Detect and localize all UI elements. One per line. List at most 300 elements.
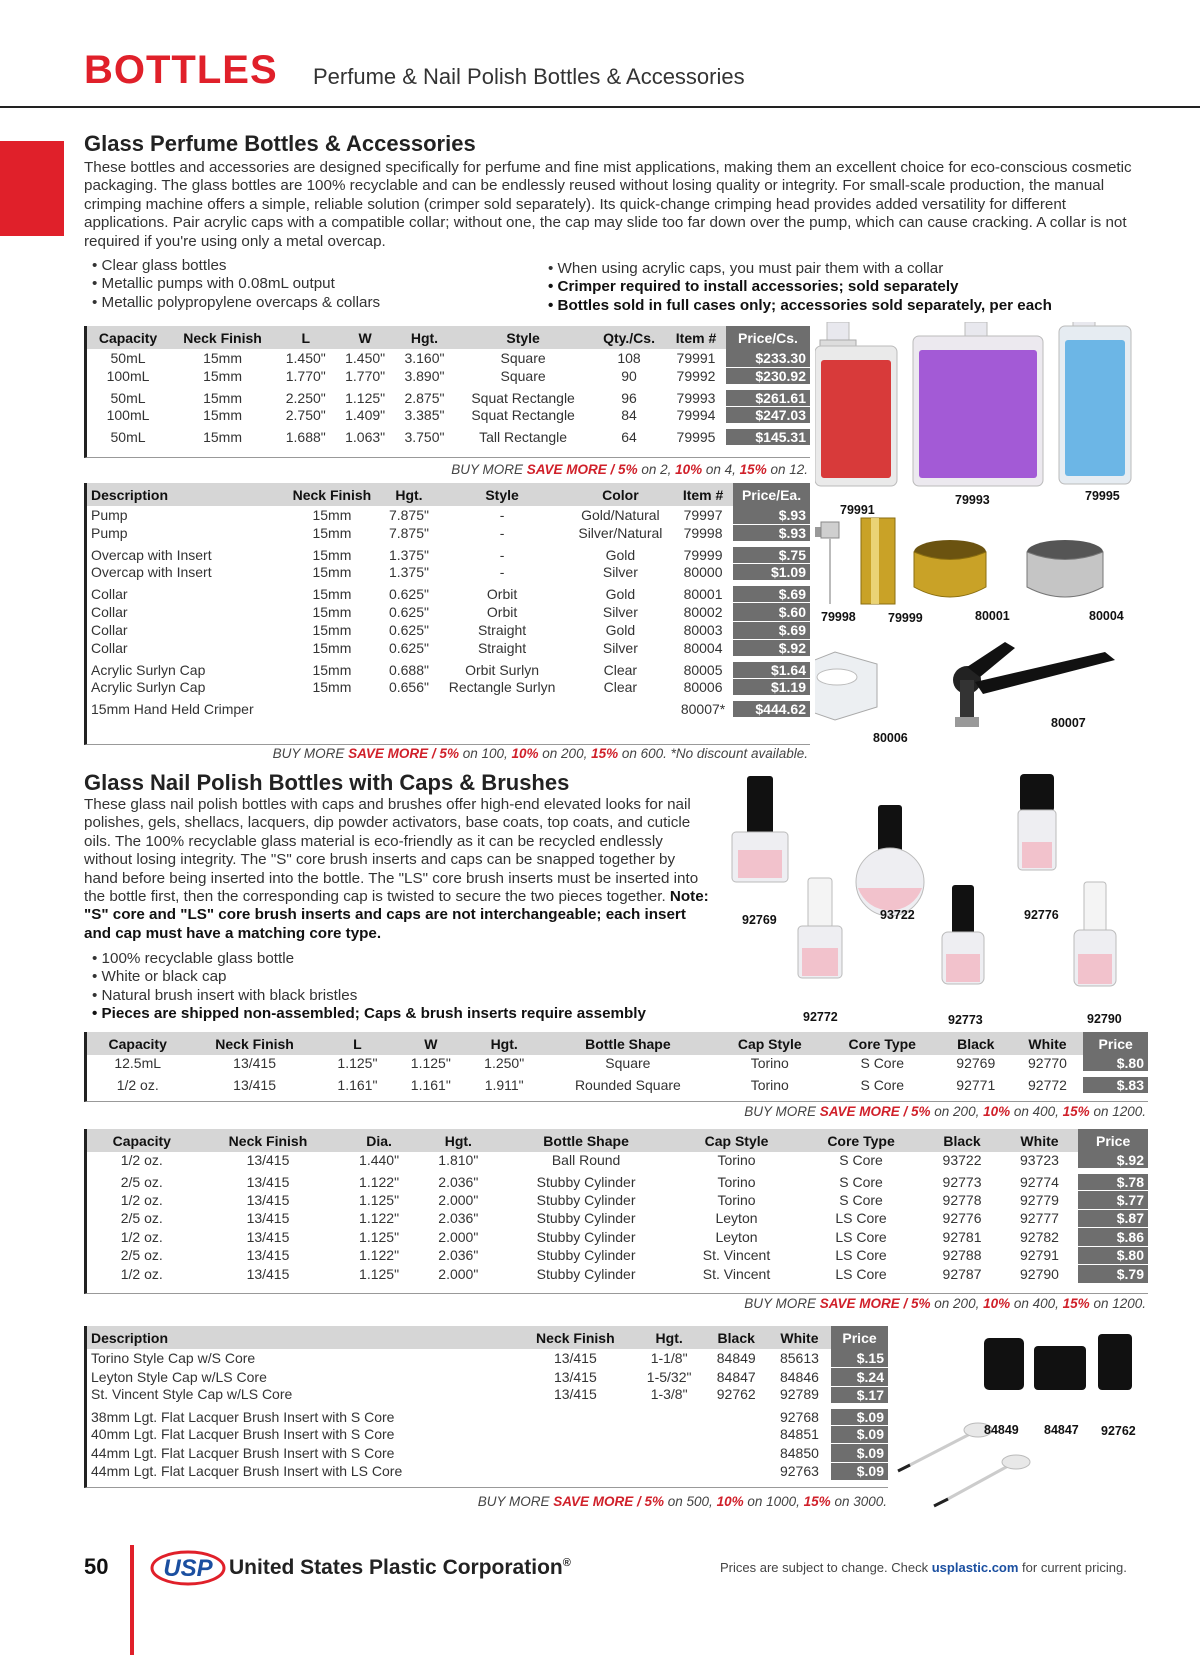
table-cell [705, 1462, 768, 1481]
image-label: 79991 [840, 503, 875, 517]
table-cell: 79992 [676, 367, 716, 384]
image-label: 93722 [880, 908, 915, 922]
perfume-bottle-table [87, 326, 810, 446]
image-label: 84847 [1044, 1423, 1079, 1437]
table-cell: Rectangle Surlyn [448, 678, 556, 695]
table-cell: Silver/Natural [578, 524, 663, 541]
bullet-item: • When using acrylic caps, you must pair them with a collar [548, 260, 1052, 278]
table-cell [634, 1425, 705, 1444]
table-cell: 1.440" [359, 1152, 400, 1168]
nail-bottle-92776-image [1018, 774, 1056, 870]
table-cell: 15mm Hand Held Crimper [87, 698, 282, 718]
table-cell: 92788 [942, 1247, 982, 1264]
table-cell: Torino [715, 1074, 825, 1094]
table-cell: 13/415 [553, 1350, 597, 1367]
table-cell: Acrylic Surlyn Cap [87, 659, 282, 679]
price-cell: $.93 [733, 525, 810, 545]
table-row [87, 1246, 1148, 1265]
table-cell: 13/415 [553, 1386, 597, 1403]
table-cell: LS Core [835, 1247, 887, 1264]
table-cell: 1/2 oz. [120, 1152, 163, 1168]
table-cell: 50mL [110, 350, 146, 367]
table-cell: 79993 [666, 387, 726, 407]
table-row [87, 1191, 1148, 1210]
image-label: 92790 [1087, 1012, 1122, 1026]
table-cell: 15mm [169, 426, 276, 446]
col-header: Price/Cs. [726, 326, 810, 349]
image-label: 80006 [873, 731, 908, 745]
table-cell: 1.125" [337, 1055, 378, 1071]
table-cell: Stubby Cylinder [536, 1210, 636, 1227]
table-cell: 92772 [1012, 1074, 1084, 1094]
table-cell: Stubby Cylinder [536, 1247, 636, 1264]
table-cell: 0.625" [388, 639, 429, 656]
table-cell: 92789 [779, 1386, 819, 1403]
table-cell: Collar [91, 622, 128, 639]
nail-bottle-92772-image [798, 878, 842, 978]
price-cell: $.93 [733, 506, 810, 525]
table-cell: 1.125" [335, 387, 394, 407]
table-cell: 100mL [106, 367, 150, 384]
table-cell: 15mm [312, 678, 352, 695]
table-row [87, 1074, 1148, 1094]
price-cell: $.24 [831, 1368, 888, 1387]
table-cell: Square [500, 367, 546, 384]
table-cell: Stubby Cylinder [498, 1171, 674, 1191]
table-cell: 15mm [203, 350, 242, 367]
table-cell: 2.000" [438, 1191, 479, 1208]
table-cell [568, 698, 673, 718]
buy-more-note: BUY MORE SAVE MORE / 5% on 200, 10% on 400, 15% on 1200. [744, 1296, 1146, 1311]
price-cell: $230.92 [726, 368, 810, 388]
col-header: White [1001, 1129, 1078, 1152]
table-row [87, 407, 810, 427]
table-cell: Overcap with Insert [87, 544, 282, 564]
table-cell: 84849 [716, 1350, 756, 1367]
gold-collar-image [914, 540, 986, 597]
table-cell: 1.125" [359, 1228, 400, 1245]
table-cell: 3.160" [404, 350, 445, 367]
table-cell: 2.036" [419, 1171, 498, 1191]
table-cell: Pump [91, 507, 128, 524]
table-row [87, 603, 810, 622]
table-cell: 92778 [942, 1191, 982, 1208]
table-cell: 2/5 oz. [120, 1210, 163, 1227]
col-header: Price [1078, 1129, 1148, 1152]
table-cell [634, 1444, 705, 1463]
price-cell: $.17 [831, 1386, 888, 1406]
table-row [87, 506, 810, 525]
col-header: White [1012, 1032, 1084, 1055]
table-cell: 92776 [942, 1210, 982, 1227]
table-cell: 80002 [683, 603, 723, 620]
col-header: L [321, 1032, 394, 1055]
price-cell: $1.64 [733, 659, 810, 679]
table-cell: 2.750" [285, 406, 326, 423]
table-cell: Gold [568, 544, 673, 564]
table-cell: 50mL [87, 387, 169, 407]
table-cell: 1.409" [345, 406, 386, 423]
buy-more-note: BUY MORE SAVE MORE / 5% on 100, 10% on 200, 15% on 600. *No discount available. [272, 746, 808, 761]
col-header: L [276, 326, 335, 349]
table-cell: 13/415 [197, 1171, 340, 1191]
cap-92762-image [1098, 1334, 1132, 1390]
table-cell: 2.036" [438, 1247, 479, 1264]
price-cell: $.09 [831, 1462, 888, 1481]
table-cell: Ball Round [551, 1152, 621, 1168]
table-cell: 38mm Lgt. Flat Lacquer Brush Insert with S Core [87, 1406, 517, 1426]
pump-image [815, 522, 839, 604]
usp-logo-icon [150, 1548, 226, 1588]
table-cell: 1/2 oz. [120, 1228, 163, 1245]
table-cell: 15mm [312, 507, 352, 524]
table-cell: 80006 [683, 678, 723, 695]
perfume-bottle-purple-image [913, 322, 1043, 486]
nail-polish-heading: Glass Nail Polish Bottles with Caps & Brushes [84, 770, 570, 795]
price-cell: $.09 [831, 1444, 888, 1463]
table-cell: Stubby Cylinder [536, 1265, 636, 1282]
bullet-item: • Metallic pumps with 0.08mL output [92, 275, 380, 293]
col-header: Price [1083, 1032, 1148, 1055]
table-cell: 100mL [106, 406, 150, 423]
table-cell: S Core [860, 1055, 905, 1071]
table-cell: 92762 [716, 1386, 756, 1403]
perfume-accessory-table [87, 483, 810, 718]
table-row [87, 1228, 1148, 1247]
table-cell: 92769 [956, 1055, 996, 1071]
table-row [87, 1444, 888, 1463]
table-cell: Tall Rectangle [454, 426, 592, 446]
buy-more-note: BUY MORE SAVE MORE / 5% on 500, 10% on 1000, 15% on 3000. [477, 1494, 887, 1509]
table-cell: 0.625" [388, 622, 429, 639]
bullet-item: • Metallic polypropylene overcaps & collars [92, 294, 380, 312]
table-row [87, 1406, 888, 1426]
table-row [87, 1055, 1148, 1074]
table-cell: 64 [592, 426, 666, 446]
col-header: Neck Finish [188, 1032, 320, 1055]
col-header: Style [454, 326, 592, 349]
image-label: 80001 [975, 609, 1010, 623]
col-header: Item # [673, 483, 733, 506]
table-cell: 84 [621, 406, 637, 423]
pricing-note: Prices are subject to change. Check usplastic.com for current pricing. [720, 1560, 1127, 1575]
table-cell: 93722 [942, 1152, 982, 1168]
price-cell: $.78 [1078, 1171, 1148, 1191]
col-header: Dia. [339, 1129, 418, 1152]
table-cell: 12.5mL [114, 1055, 162, 1071]
col-header: Neck Finish [282, 483, 381, 506]
table-cell: 13/415 [246, 1210, 290, 1227]
table-cell: 2/5 oz. [120, 1247, 163, 1264]
table-cell: Straight [477, 622, 527, 639]
price-cell: $.75 [733, 544, 810, 564]
table-cell: Square [500, 350, 546, 367]
price-cell: $.79 [1078, 1265, 1148, 1284]
table-cell: 1.375" [381, 544, 436, 564]
price-cell: $.92 [1078, 1152, 1148, 1171]
price-cell: $233.30 [726, 349, 810, 368]
table-cell: 15mm [203, 367, 242, 384]
table-cell: 3.750" [395, 426, 454, 446]
table-cell [705, 1444, 768, 1463]
col-header: Style [436, 483, 567, 506]
perfume-bullets-left [92, 257, 380, 312]
col-header: Item # [666, 326, 726, 349]
table-cell: 1-1/8" [650, 1350, 688, 1367]
buy-more-note: BUY MORE SAVE MORE / 5% on 200, 10% on 400, 15% on 1200. [744, 1104, 1146, 1119]
bullet-item: • Pieces are shipped non-assembled; Caps & brush inserts require assembly [92, 1005, 646, 1023]
price-cell: $1.19 [733, 679, 810, 699]
col-header: Bottle Shape [541, 1032, 715, 1055]
price-cell: $.86 [1078, 1228, 1148, 1247]
table-cell: 79997 [683, 507, 723, 524]
table-cell: - [436, 544, 567, 564]
buy-more-note: BUY MORE SAVE MORE / 5% on 2, 10% on 4, 15% on 12. [451, 462, 808, 477]
table-cell [517, 1406, 634, 1426]
table-cell [517, 1444, 634, 1463]
table-cell: 44mm Lgt. Flat Lacquer Brush Insert with LS Core [91, 1463, 403, 1480]
table-cell: 1.770" [285, 367, 326, 384]
table-cell: 80004 [683, 639, 723, 656]
table-cell: 85613 [779, 1350, 819, 1367]
caps-brushes-illustrations [890, 1330, 1150, 1510]
table-cell: Pump [91, 524, 128, 541]
table-cell: 13/415 [246, 1191, 290, 1208]
table-cell: 79999 [673, 544, 733, 564]
table-cell: Silver [602, 639, 638, 656]
table-cell: S Core [839, 1191, 883, 1208]
table-row [87, 1152, 1148, 1171]
col-header: Neck Finish [517, 1326, 634, 1349]
table-row [87, 679, 810, 699]
table-cell: 13/415 [553, 1368, 597, 1385]
table-cell: Leyton Style Cap w/LS Core [91, 1368, 267, 1385]
table-cell: 92774 [1001, 1171, 1078, 1191]
table-cell: 1.450" [345, 350, 386, 367]
image-label: 92769 [742, 913, 777, 927]
table-cell: 0.656" [388, 678, 429, 695]
table-cell: 13/415 [246, 1152, 290, 1168]
table-cell: 15mm [312, 524, 352, 541]
table-row [87, 1265, 1148, 1284]
col-header: Capacity [87, 1032, 188, 1055]
table-cell: Collar [91, 639, 128, 656]
price-cell: $247.03 [726, 407, 810, 427]
bullet-item: • Crimper required to install accessories; sold separately [548, 278, 1052, 296]
image-label: 79995 [1085, 489, 1120, 503]
col-header: Price/Ea. [733, 483, 810, 506]
table-cell: Leyton [715, 1228, 758, 1245]
col-header: Hgt. [395, 326, 454, 349]
table-cell [517, 1425, 634, 1444]
table-cell: 1/2 oz. [120, 1191, 163, 1208]
table-cell: 15mm [312, 603, 352, 620]
table-row [87, 544, 810, 564]
table-cell: Straight [477, 639, 527, 656]
table-cell: 79994 [676, 406, 716, 423]
table-cell: Silver [602, 563, 638, 580]
table-row [87, 1462, 888, 1481]
table-row [87, 525, 810, 545]
table-cell: Torino [717, 1152, 756, 1168]
table-cell: Orbit Surlyn [436, 659, 567, 679]
col-header: Bottle Shape [498, 1129, 674, 1152]
table-cell: - [499, 507, 505, 524]
table-cell: 1/2 oz. [120, 1265, 163, 1282]
price-cell: $.09 [831, 1425, 888, 1444]
table-row [87, 426, 810, 446]
table-cell: 7.875" [388, 507, 429, 524]
col-header: Black [940, 1032, 1012, 1055]
table-cell: 1.450" [285, 350, 326, 367]
col-header: Color [568, 483, 673, 506]
table-cell: Stubby Cylinder [536, 1228, 636, 1245]
col-header: Neck Finish [169, 326, 276, 349]
table-cell: 1-5/32" [646, 1368, 692, 1385]
website-link[interactable]: usplastic.com [931, 1560, 1019, 1575]
table-cell: 2/5 oz. [87, 1171, 197, 1191]
table-cell: 80005 [673, 659, 733, 679]
table-row [87, 368, 810, 388]
table-row [87, 659, 810, 679]
perfume-product-illustrations [815, 322, 1145, 742]
table-cell [705, 1425, 768, 1444]
table-row [87, 1425, 888, 1444]
section-title: BOTTLES [84, 48, 278, 92]
page-header [0, 0, 1200, 108]
table-cell: 1.688" [276, 426, 335, 446]
table-cell: LS Core [835, 1265, 887, 1282]
table-cell: - [499, 563, 505, 580]
table-cell: 15mm [203, 406, 242, 423]
table-cell: 92790 [1020, 1265, 1059, 1282]
price-cell: $.09 [831, 1406, 888, 1426]
gold-overcap-image [861, 518, 895, 604]
table-cell: 1.810" [438, 1152, 479, 1168]
table-row [87, 387, 810, 407]
table-cell: 2.875" [395, 387, 454, 407]
section-subtitle: Perfume & Nail Polish Bottles & Accessories [313, 64, 745, 89]
price-cell: $.83 [1083, 1074, 1148, 1094]
cap-84847-image [1034, 1346, 1086, 1390]
col-header: Hgt. [467, 1032, 540, 1055]
table-cell: S Core [839, 1152, 883, 1168]
image-label: 79993 [955, 493, 990, 507]
table-row [87, 1386, 888, 1406]
price-cell: $.69 [733, 583, 810, 603]
col-header: Capacity [87, 1129, 197, 1152]
col-header: Description [87, 483, 282, 506]
table-cell: 90 [621, 367, 637, 384]
price-cell: $.15 [831, 1349, 888, 1368]
nail-bottle-92769-image [732, 776, 788, 882]
table-cell: 15mm [282, 544, 381, 564]
table-cell: 80007* [673, 698, 733, 718]
table-cell: 1.770" [345, 367, 386, 384]
nail-bullets [92, 950, 646, 1024]
price-cell: $.60 [733, 603, 810, 622]
table-row [87, 1171, 1148, 1191]
table-cell: 79995 [666, 426, 726, 446]
table-cell: Gold [568, 583, 673, 603]
table-cell: Torino [674, 1171, 799, 1191]
table-cell: Silver [602, 603, 638, 620]
nail-polish-table-round [87, 1129, 1148, 1284]
col-header: Black [923, 1129, 1000, 1152]
table-cell: - [499, 524, 505, 541]
table-row [87, 349, 810, 368]
table-cell: Torino [750, 1055, 789, 1071]
table-cell: St. Vincent [702, 1265, 771, 1282]
table-cell: 84846 [779, 1368, 819, 1385]
price-cell: $.92 [733, 640, 810, 660]
table-cell: 13/415 [233, 1055, 276, 1071]
col-header: Description [87, 1326, 517, 1349]
col-header: Black [705, 1326, 768, 1349]
col-header: Hgt. [419, 1129, 498, 1152]
price-cell: $.87 [1078, 1209, 1148, 1228]
bullet-item: • White or black cap [92, 968, 646, 986]
table-cell: Collar [87, 583, 282, 603]
col-header: Qty./Cs. [592, 326, 666, 349]
table-cell: 1.125" [359, 1265, 400, 1282]
table-cell: 84847 [716, 1368, 756, 1385]
table-cell: Squat Rectangle [471, 406, 575, 423]
col-header: Cap Style [674, 1129, 799, 1152]
table-cell: 80001 [673, 583, 733, 603]
table-cell: 15mm [169, 387, 276, 407]
table-cell [634, 1462, 705, 1481]
table-cell: 96 [592, 387, 666, 407]
table-cell: Torino [717, 1191, 756, 1208]
bullet-item: • Natural brush insert with black bristles [92, 987, 646, 1005]
table-row [87, 1349, 888, 1368]
perfume-bottle-blue-image [1059, 322, 1131, 484]
table-cell: S Core [799, 1171, 924, 1191]
table-cell: S Core [825, 1074, 940, 1094]
table-cell: Acrylic Surlyn Cap [91, 678, 206, 695]
table-cell [634, 1406, 705, 1426]
table-cell: 92781 [942, 1228, 982, 1245]
caps-brushes-table [87, 1326, 888, 1481]
table-cell: 0.625" [388, 603, 429, 620]
table-row [87, 640, 810, 660]
col-header: Capacity [87, 326, 169, 349]
image-label: 92773 [948, 1013, 983, 1027]
price-cell: $444.62 [733, 698, 810, 718]
table-row [87, 621, 810, 640]
page-number: 50 [84, 1554, 109, 1579]
nail-polish-table-square [87, 1032, 1148, 1094]
table-cell [705, 1406, 768, 1426]
table-cell: 1.161" [394, 1074, 467, 1094]
table-cell: 44mm Lgt. Flat Lacquer Brush Insert with S Core [91, 1444, 395, 1461]
table-cell: LS Core [835, 1228, 887, 1245]
price-cell: $145.31 [726, 426, 810, 446]
table-cell: 84851 [779, 1426, 819, 1443]
image-label: 80004 [1089, 609, 1124, 623]
table-cell: Torino Style Cap w/S Core [91, 1350, 256, 1367]
table-cell [517, 1462, 634, 1481]
price-cell: $.69 [733, 621, 810, 640]
image-label: 84849 [984, 1423, 1019, 1437]
col-header: Core Type [825, 1032, 940, 1055]
perfume-bullets-right [548, 260, 1052, 315]
table-cell: 2.000" [438, 1265, 479, 1282]
image-label: 92762 [1101, 1424, 1136, 1438]
table-cell: 1-3/8" [650, 1386, 688, 1403]
col-header: W [335, 326, 394, 349]
